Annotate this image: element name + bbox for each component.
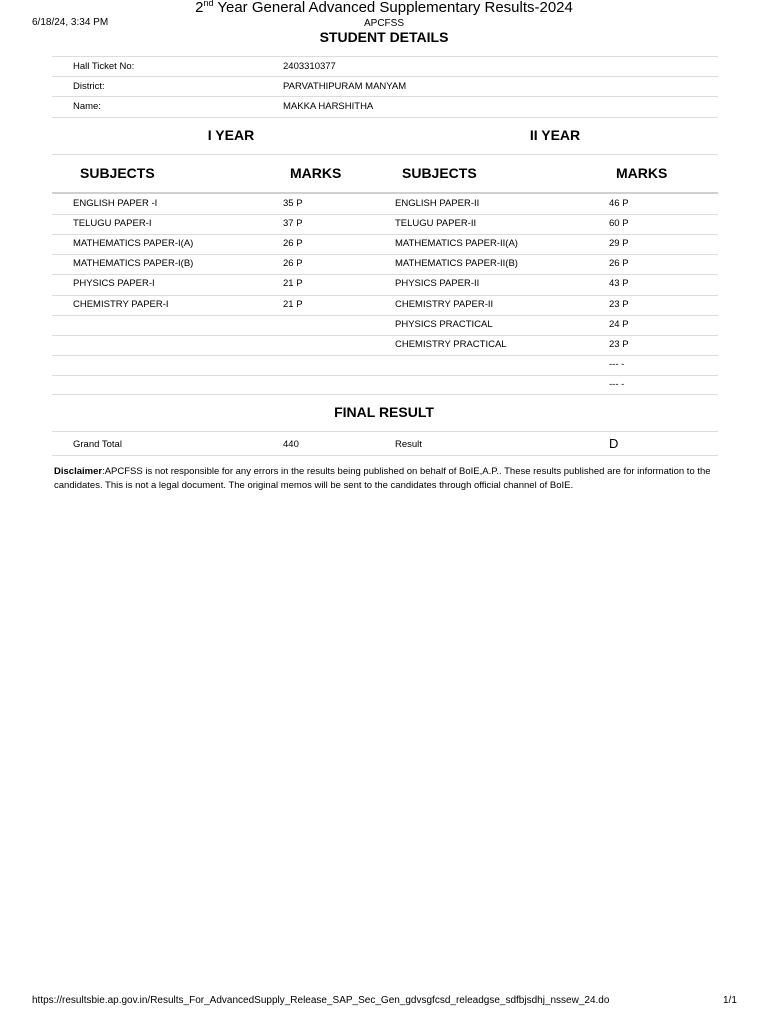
title-text: Year General Advanced Supplementary Results-2024 xyxy=(213,0,573,16)
divider xyxy=(52,96,718,97)
year2-subject: CHEMISTRY PRACTICAL xyxy=(395,338,507,350)
marks-header-year2: MARKS xyxy=(616,165,668,181)
grand-total-value: 440 xyxy=(283,439,299,450)
name-label: Name: xyxy=(73,101,101,112)
title-ordinal-suffix: nd xyxy=(203,0,214,8)
divider xyxy=(52,56,718,57)
year2-subject: TELUGU PAPER-II xyxy=(395,218,477,230)
disclaimer xyxy=(54,465,719,493)
site-name: APCFSS xyxy=(363,18,404,29)
student-details-heading: STUDENT DETAILS xyxy=(319,29,449,45)
disclaimer-label: Disclaimer xyxy=(54,466,103,477)
year1-subject: MATHEMATICS PAPER-I(A) xyxy=(73,238,194,250)
year1-subject: CHEMISTRY PAPER-I xyxy=(73,298,169,310)
year1-marks: 21 P xyxy=(283,278,303,290)
table-row-divider xyxy=(52,214,718,215)
year1-marks: 37 P xyxy=(283,218,303,230)
year2-subject: PHYSICS PAPER-II xyxy=(395,278,480,290)
hall-ticket-value: 2403310377 xyxy=(283,61,336,72)
result-value: D xyxy=(609,436,619,451)
table-row-divider xyxy=(52,315,718,316)
year1-marks: 26 P xyxy=(283,238,303,250)
table-row-divider xyxy=(52,274,718,275)
divider xyxy=(52,394,718,395)
table-row-divider xyxy=(52,234,718,235)
divider xyxy=(52,76,718,77)
year1-subject: ENGLISH PAPER -I xyxy=(73,198,158,209)
year1-heading: I YEAR xyxy=(207,127,255,143)
name-value: MAKKA HARSHITHA xyxy=(283,101,374,112)
table-row-divider xyxy=(52,375,718,376)
year2-heading: II YEAR xyxy=(529,127,581,143)
hall-ticket-label: Hall Ticket No: xyxy=(73,61,135,72)
year2-marks: 26 P xyxy=(609,258,629,270)
print-datetime: 6/18/24, 3:34 PM xyxy=(32,17,109,28)
year2-marks: 23 P xyxy=(609,338,629,350)
year2-marks: 60 P xyxy=(609,218,629,230)
year2-subject: MATHEMATICS PAPER-II(B) xyxy=(395,258,518,270)
table-row-divider xyxy=(52,355,718,356)
marks-header-year1: MARKS xyxy=(290,165,342,181)
year2-marks: --- - xyxy=(609,358,625,370)
divider xyxy=(52,154,718,155)
year2-marks: 43 P xyxy=(609,278,629,290)
year1-subject: PHYSICS PAPER-I xyxy=(73,278,155,290)
district-value: PARVATHIPURAM MANYAM xyxy=(283,81,407,92)
page-title xyxy=(0,0,768,16)
grand-total-label: Grand Total xyxy=(73,439,122,450)
year2-marks: --- - xyxy=(609,378,625,390)
final-result-heading: FINAL RESULT xyxy=(334,404,434,420)
divider xyxy=(52,192,718,194)
divider xyxy=(52,117,718,118)
divider xyxy=(52,455,718,456)
disclaimer-text: :APCFSS is not responsible for any errors in the results being published on behalf of BoIE,A.P.. These results published are for information to the candidates. This is not a legal document. The original memos will be sent to the candidates through official channel of BoIE. xyxy=(54,466,711,491)
table-row-divider xyxy=(52,335,718,336)
year1-marks: 21 P xyxy=(283,298,303,310)
year2-marks: 23 P xyxy=(609,298,629,310)
year1-subject: MATHEMATICS PAPER-I(B) xyxy=(73,258,194,270)
year2-marks: 46 P xyxy=(609,198,629,209)
footer-url: https://resultsbie.ap.gov.in/Results_For_AdvancedSupply_Release_SAP_Sec_Gen_gdvsgfcsd_releadgse_sdfbjsdhj_nssew_24.do xyxy=(32,995,610,1006)
year2-marks: 24 P xyxy=(609,318,629,330)
year2-subject: PHYSICS PRACTICAL xyxy=(395,318,493,330)
year2-marks: 29 P xyxy=(609,238,629,250)
divider xyxy=(52,431,718,432)
year1-marks: 35 P xyxy=(283,198,303,209)
title-year-number: 2 xyxy=(195,0,204,16)
table-row-divider xyxy=(52,254,718,255)
district-label: District: xyxy=(73,81,105,92)
subjects-header-year2: SUBJECTS xyxy=(402,165,477,181)
subjects-header-year1: SUBJECTS xyxy=(80,165,155,181)
year1-subject: TELUGU PAPER-I xyxy=(73,218,152,230)
year2-subject: MATHEMATICS PAPER-II(A) xyxy=(395,238,518,250)
table-row-divider xyxy=(52,295,718,296)
year2-subject: CHEMISTRY PAPER-II xyxy=(395,298,494,310)
result-label: Result xyxy=(395,439,422,450)
footer-page-number: 1/1 xyxy=(723,995,737,1006)
year1-marks: 26 P xyxy=(283,258,303,270)
year2-subject: ENGLISH PAPER-II xyxy=(395,198,480,209)
